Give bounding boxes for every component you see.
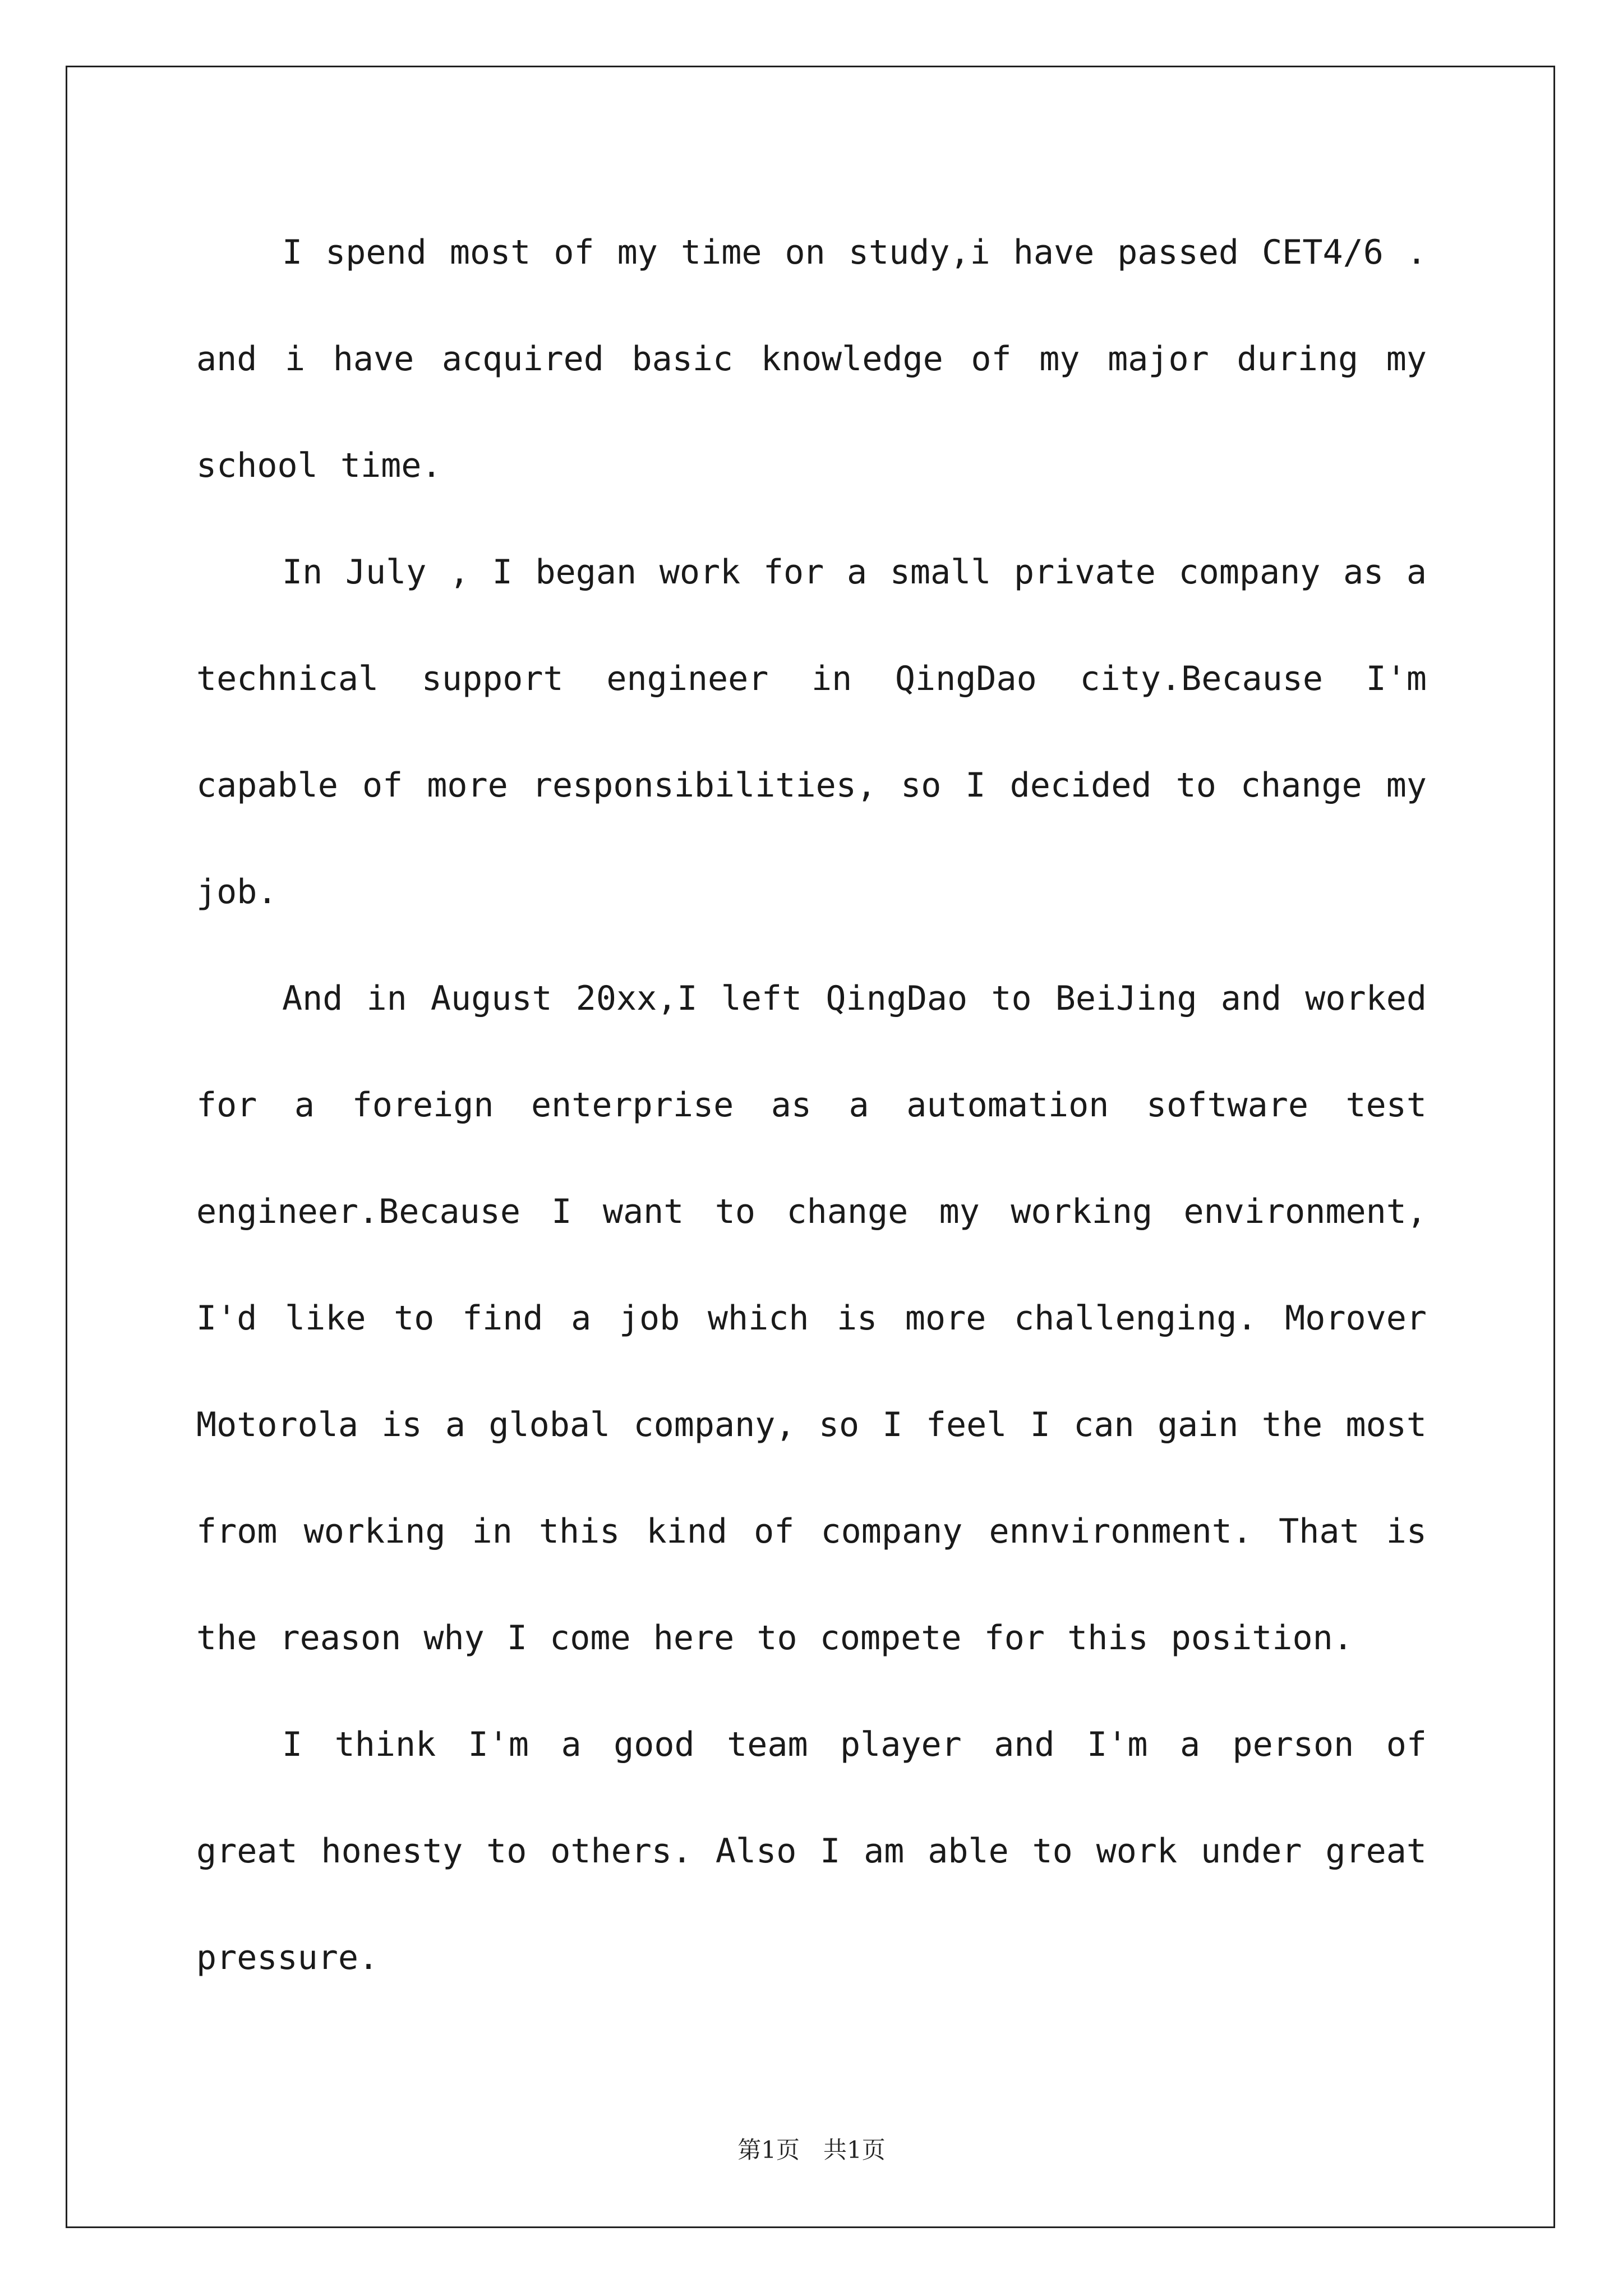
document-body: [196, 199, 1427, 2011]
paragraph-1: I spend most of my time on study,i have passed CET4/6 . and i have acquired basic knowledge of my major during my school time.: [196, 233, 1427, 485]
paragraph-2: In July , I began work for a small private company as a technical support engineer in QingDao city.Because I'm capable of more responsibilities, so I decided to change my job.: [196, 553, 1427, 912]
paragraph-3: And in August 20xx,I left QingDao to BeiJing and worked for a foreign enterprise as a automation software test engineer.Because I want to change my working environment, I'd like to find a job which is more challenging. Morover Motorola is a global company, so I feel I can gain the most from working in this kind of company ennvironment. That is the reason why I come here to compete for this position.: [196, 979, 1427, 1658]
paragraph-4: I think I'm a good team player and I'm a person of great honesty to others. Also I am able to work under great pressure.: [196, 1725, 1427, 1977]
page-number-footer: 第1页 共1页: [737, 2136, 886, 2164]
